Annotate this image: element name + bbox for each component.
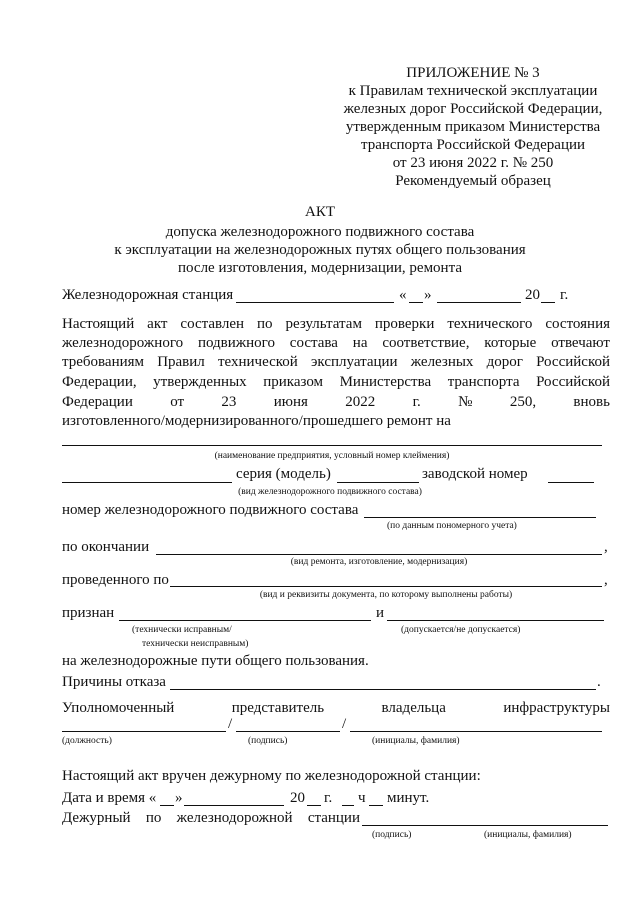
- rolling-number-field[interactable]: [364, 517, 596, 518]
- intro-line: Настоящий акт составлен по результатам проверки технического состояния: [62, 316, 610, 332]
- and-label: и: [376, 605, 385, 621]
- station-name-field[interactable]: [236, 302, 394, 303]
- caption-initials: (инициалы, фамилия): [372, 736, 460, 746]
- comma: ,: [604, 572, 608, 588]
- quote-open: «: [399, 287, 407, 303]
- caption-repair-kind: (вид ремонта, изготовление, модернизация): [290, 557, 468, 567]
- intro-line: изготовленного/модернизированного/прошедшего ремонт на: [62, 413, 451, 429]
- year-field[interactable]: [541, 302, 555, 303]
- header-line: утвержденным приказом Министерства: [345, 119, 601, 135]
- handover-year-field[interactable]: [307, 805, 321, 806]
- position-field[interactable]: [62, 731, 226, 732]
- intro-word: вновь: [573, 394, 610, 410]
- handover-day-field[interactable]: [160, 805, 174, 806]
- refusal-label: Причины отказа: [62, 674, 166, 690]
- title-line: допуска железнодорожного подвижного состава: [165, 224, 475, 240]
- intro-word: от: [170, 394, 185, 410]
- slash: /: [342, 716, 347, 732]
- sample-note: Рекомендуемый образец: [395, 173, 551, 189]
- caption-position: (должность): [62, 736, 112, 746]
- duty-word: по: [145, 810, 162, 826]
- duty-word: Дежурный: [62, 810, 131, 826]
- header-line: транспорта Российской Федерации: [360, 137, 586, 153]
- repair-kind-field[interactable]: [156, 554, 602, 555]
- duty-word: станции: [307, 810, 360, 826]
- header-line: от 23 июня 2022 г. № 250: [392, 155, 554, 171]
- intro-word: июня: [273, 394, 308, 410]
- header-line: к Правилам технической эксплуатации: [348, 83, 598, 99]
- caption-serviceable: технически неисправным): [142, 639, 249, 649]
- series-field[interactable]: [337, 482, 419, 483]
- refusal-field[interactable]: [170, 689, 596, 690]
- appendix-title: ПРИЛОЖЕНИЕ № 3: [406, 65, 540, 81]
- year-suffix: г.: [560, 287, 569, 303]
- duty-label: [62, 809, 360, 827]
- public-ways-text: на железнодорожные пути общего пользования.: [62, 653, 369, 669]
- period: .: [597, 674, 601, 690]
- day-field[interactable]: [409, 302, 423, 303]
- header-line: железных дорог Российской Федерации,: [343, 101, 603, 117]
- initials-field[interactable]: [350, 731, 602, 732]
- intro-word: г.: [412, 394, 421, 410]
- intro-line: требованиям Правил технической эксплуатации железных дорог Российской: [62, 354, 610, 370]
- intro-line: Федерации, утвержденных приказом Министерства транспорта Российской: [62, 374, 610, 390]
- minute-label: минут.: [387, 790, 430, 806]
- station-label: Железнодорожная станция: [62, 287, 234, 303]
- intro-word: Федерации: [62, 394, 133, 410]
- caption-registry: (по данным пономерного учета): [387, 521, 517, 531]
- signature-word: владельца: [381, 700, 446, 716]
- handover-month-field[interactable]: [184, 805, 284, 806]
- caption-enterprise: (наименование предприятия, условный номер клеймения): [214, 451, 450, 461]
- factory-number-field[interactable]: [548, 482, 594, 483]
- quote-close: »: [424, 287, 432, 303]
- handover-text: Настоящий акт вручен дежурному по железнодорожной станции:: [62, 768, 481, 784]
- slash: /: [228, 716, 233, 732]
- document-field[interactable]: [170, 586, 602, 587]
- signature-heading: [62, 699, 610, 717]
- enterprise-field[interactable]: [62, 445, 602, 446]
- caption-serviceable: (технически исправным/: [132, 625, 232, 635]
- rolling-type-field[interactable]: [62, 482, 232, 483]
- caption-duty-signature: (подпись): [372, 830, 412, 840]
- month-field[interactable]: [437, 302, 521, 303]
- admitted-field[interactable]: [387, 620, 604, 621]
- caption-rolling-type: (вид железнодорожного подвижного состава): [238, 487, 422, 497]
- conducted-label: проведенного по: [62, 572, 169, 588]
- hour-field[interactable]: [342, 805, 354, 806]
- intro-word: 23: [221, 394, 237, 410]
- after-label: по окончании: [62, 539, 150, 555]
- caption-signature: (подпись): [248, 736, 288, 746]
- intro-line: железнодорожного подвижного состава на соответствие, которые отвечают: [62, 335, 610, 351]
- title-line: после изготовления, модернизации, ремонта: [178, 260, 462, 276]
- rolling-number-label: номер железнодорожного подвижного состава: [62, 502, 359, 518]
- duty-word: железнодорожной: [176, 810, 293, 826]
- signature-word: представитель: [231, 700, 325, 716]
- minute-field[interactable]: [369, 805, 383, 806]
- signature-field[interactable]: [236, 731, 340, 732]
- year-prefix: 20: [525, 287, 540, 303]
- title-line: к эксплуатации на железнодорожных путях общего пользования: [114, 242, 526, 258]
- series-label: серия (модель): [236, 466, 331, 482]
- comma: ,: [604, 539, 608, 555]
- caption-duty-initials: (инициалы, фамилия): [484, 830, 572, 840]
- date-close: »: [175, 790, 183, 806]
- signature-word: Уполномоченный: [62, 700, 175, 716]
- serviceable-field[interactable]: [119, 620, 371, 621]
- document-title: АКТ: [305, 204, 335, 220]
- intro-word: №: [458, 394, 473, 410]
- intro-word: 250,: [509, 394, 537, 410]
- factory-number-label: заводской номер: [422, 466, 528, 482]
- intro-word: 2022: [345, 394, 376, 410]
- duty-signature-field[interactable]: [362, 825, 608, 826]
- caption-admitted: (допускается/не допускается): [401, 625, 521, 635]
- hour-label: ч: [358, 790, 366, 806]
- recognized-label: признан: [62, 605, 115, 621]
- date-label: Дата и время «: [62, 790, 157, 806]
- caption-document: (вид и реквизиты документа, по которому выполнены работы): [259, 590, 513, 600]
- intro-line-5: [62, 393, 610, 411]
- handover-year-prefix: 20: [290, 790, 305, 806]
- handover-year-suffix: г.: [324, 790, 333, 806]
- signature-word: инфраструктуры: [503, 700, 610, 716]
